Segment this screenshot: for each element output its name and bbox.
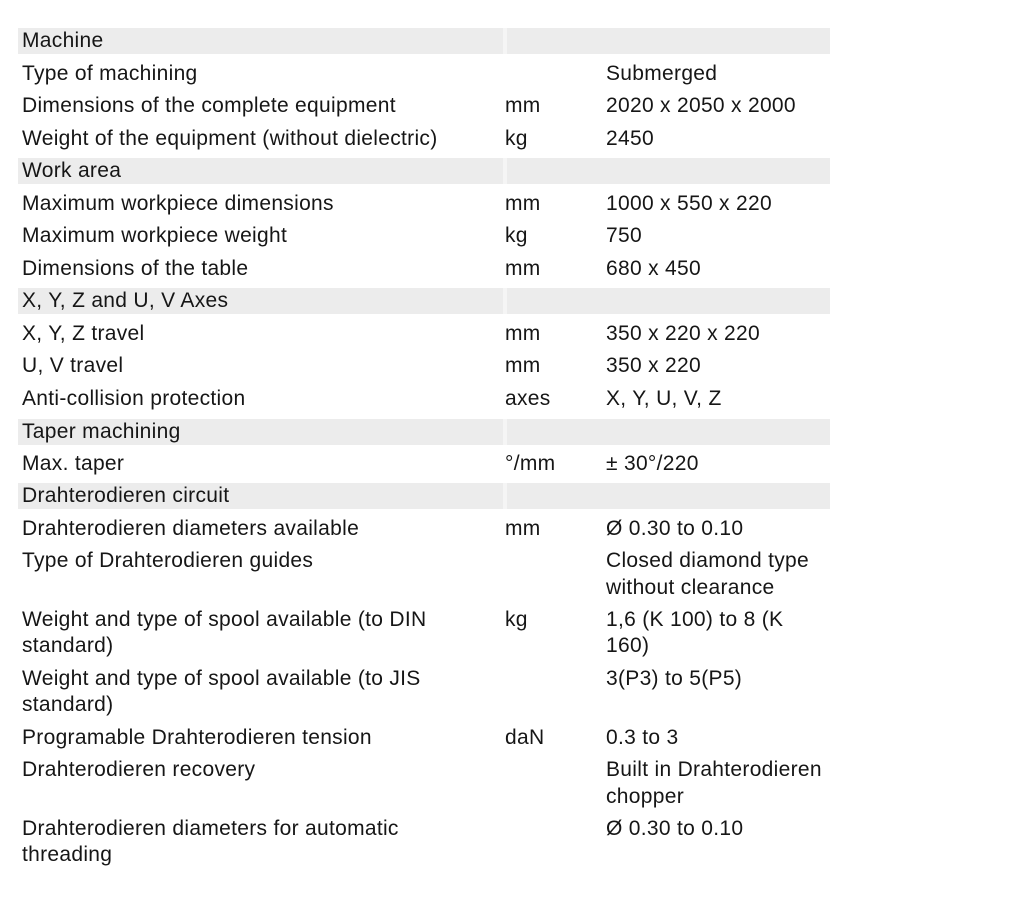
section-header-band [507,419,830,445]
section-header-band [507,28,830,54]
spec-value: 3(P3) to 5(P5) [606,666,743,690]
spec-value: ± 30°/220 [606,451,699,475]
spec-unit: kg [505,224,528,248]
spec-label: Weight and type of spool available (to JIS standard) [22,666,421,717]
spec-row [18,545,830,604]
spec-row [18,513,830,546]
section-header-label: Machine [18,28,503,54]
spec-label: Maximum workpiece dimensions [22,191,334,215]
section-header-band [507,158,830,184]
section-header-row [18,288,830,314]
spec-row [18,722,830,755]
spec-unit: mm [505,354,541,378]
spec-unit: mm [505,321,541,345]
spec-row [18,123,830,156]
spec-value: Built in Drahterodieren chopper [606,758,822,808]
section-header-row [18,419,830,445]
spec-label: X, Y, Z travel [22,321,145,345]
spec-label: Dimensions of the complete equipment [22,94,396,118]
spec-value: 680 x 450 [606,256,701,280]
spec-value: Submerged [606,61,718,85]
spec-unit: °/mm [505,451,556,475]
spec-label: Drahterodieren diameters for automatic threading [22,817,399,867]
spec-label: Drahterodieren diameters available [22,516,360,540]
spec-unit: mm [505,94,541,118]
spec-value: Ø 0.30 to 0.10 [606,817,744,841]
spec-value: 2450 [606,126,654,150]
spec-value: X, Y, U, V, Z [606,386,722,410]
spec-row [18,187,830,220]
spec-value: 2020 x 2050 x 2000 [606,94,796,118]
spec-row [18,663,830,722]
spec-unit: kg [505,126,528,150]
spec-label: Dimensions of the table [22,256,249,280]
section-header-band [507,288,830,314]
spec-label: Anti-collision protection [22,386,246,410]
spec-unit: daN [505,725,545,749]
spec-row [18,318,830,351]
spec-row [18,448,830,481]
spec-value: Closed diamond type without clearance [606,549,809,599]
spec-label: Max. taper [22,451,125,475]
section-header-row [18,28,830,54]
spec-label: Weight of the equipment (without dielectric) [22,126,438,150]
spec-value: Ø 0.30 to 0.10 [606,516,744,540]
section-header-label: Work area [18,158,503,184]
spec-row [18,253,830,286]
spec-unit [505,666,606,718]
spec-value: 750 [606,224,642,248]
spec-row [18,813,830,872]
spec-value: 1000 x 550 x 220 [606,191,772,215]
section-header-label: X, Y, Z and U, V Axes [18,288,503,314]
spec-unit: mm [505,256,541,280]
spec-unit [505,61,606,87]
spec-label: U, V travel [22,354,124,378]
spec-label: Type of Drahterodieren guides [22,549,314,573]
spec-table [18,28,830,872]
spec-label: Type of machining [22,61,198,85]
spec-unit [505,757,606,809]
spec-value: 1,6 (K 100) to 8 (K 160) [606,608,784,658]
spec-unit: mm [505,191,541,215]
section-header-row [18,483,830,509]
spec-unit: kg [505,608,528,632]
spec-row [18,754,830,813]
spec-row [18,57,830,90]
spec-label: Weight and type of spool available (to DIN standard) [22,608,427,658]
spec-label: Programable Drahterodieren tension [22,725,372,749]
spec-value: 350 x 220 [606,354,701,378]
section-header-label: Drahterodieren circuit [18,483,503,509]
section-header-label: Taper machining [18,419,503,445]
spec-unit [505,816,606,868]
spec-row [18,90,830,123]
spec-row [18,383,830,416]
spec-unit: mm [505,516,541,540]
spec-label: Maximum workpiece weight [22,224,288,248]
spec-unit: axes [505,386,551,410]
spec-row [18,350,830,383]
spec-value: 0.3 to 3 [606,725,679,749]
spec-row [18,220,830,253]
section-header-row [18,158,830,184]
spec-row [18,604,830,663]
spec-unit [505,548,606,600]
spec-label: Drahterodieren recovery [22,758,256,782]
section-header-band [507,483,830,509]
spec-value: 350 x 220 x 220 [606,321,760,345]
